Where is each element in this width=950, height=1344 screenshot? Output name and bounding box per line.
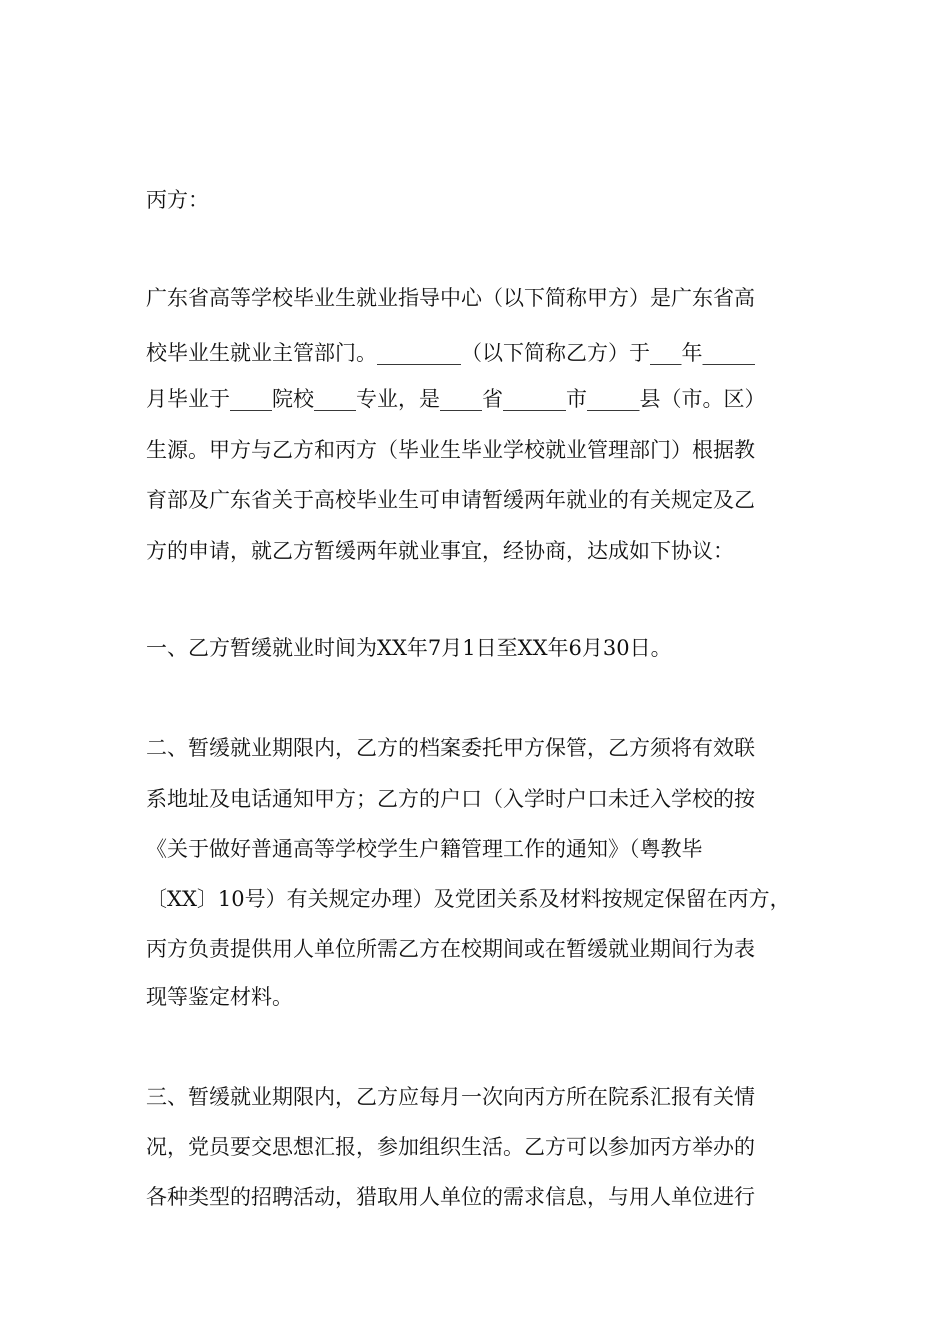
clause-2-line: 丙方负责提供用人单位所需乙方在校期间或在暂缓就业期间行为表 xyxy=(146,937,755,961)
clause-3-line: 各种类型的招聘活动，猎取用人单位的需求信息，与用人单位进行 xyxy=(146,1185,755,1209)
clause-2-line: 《关于做好普通高等学校学生户籍管理工作的通知》（粤教毕 xyxy=(146,837,703,861)
clause-2-line: 〔XX〕10号）有关规定办理）及党团关系及材料按规定保留在丙方， xyxy=(146,887,791,911)
intro-line: 育部及广东省关于高校毕业生可申请暂缓两年就业的有关规定及乙 xyxy=(146,488,755,512)
intro-line: 校毕业生就业主管部门。________（以下简称乙方）于___年_____ xyxy=(146,341,755,365)
intro-line: 生源。甲方与乙方和丙方（毕业生毕业学校就业管理部门）根据教 xyxy=(146,438,755,462)
clause-3-line: 三、暂缓就业期限内，乙方应每月一次向丙方所在院系汇报有关情 xyxy=(146,1085,755,1109)
clause-2-line: 现等鉴定材料。 xyxy=(146,985,293,1009)
clause-3-line: 况，党员要交思想汇报，参加组织生活。乙方可以参加丙方举办的 xyxy=(146,1135,755,1159)
intro-line: 广东省高等学校毕业生就业指导中心（以下简称甲方）是广东省高 xyxy=(146,286,755,310)
intro-line: 月毕业于____院校____专业，是____省______市_____县（市。区） xyxy=(146,387,766,411)
clause-1-line: 一、乙方暂缓就业时间为XX年7月1日至XX年6月30日。 xyxy=(146,636,672,660)
clause-2-line: 二、暂缓就业期限内，乙方的档案委托甲方保管，乙方须将有效联 xyxy=(146,736,755,760)
party-c-heading: 丙方： xyxy=(146,188,209,212)
clause-2-line: 系地址及电话通知甲方；乙方的户口（入学时户口未迁入学校的按 xyxy=(146,787,755,811)
intro-line: 方的申请，就乙方暂缓两年就业事宜，经协商，达成如下协议： xyxy=(146,539,734,563)
